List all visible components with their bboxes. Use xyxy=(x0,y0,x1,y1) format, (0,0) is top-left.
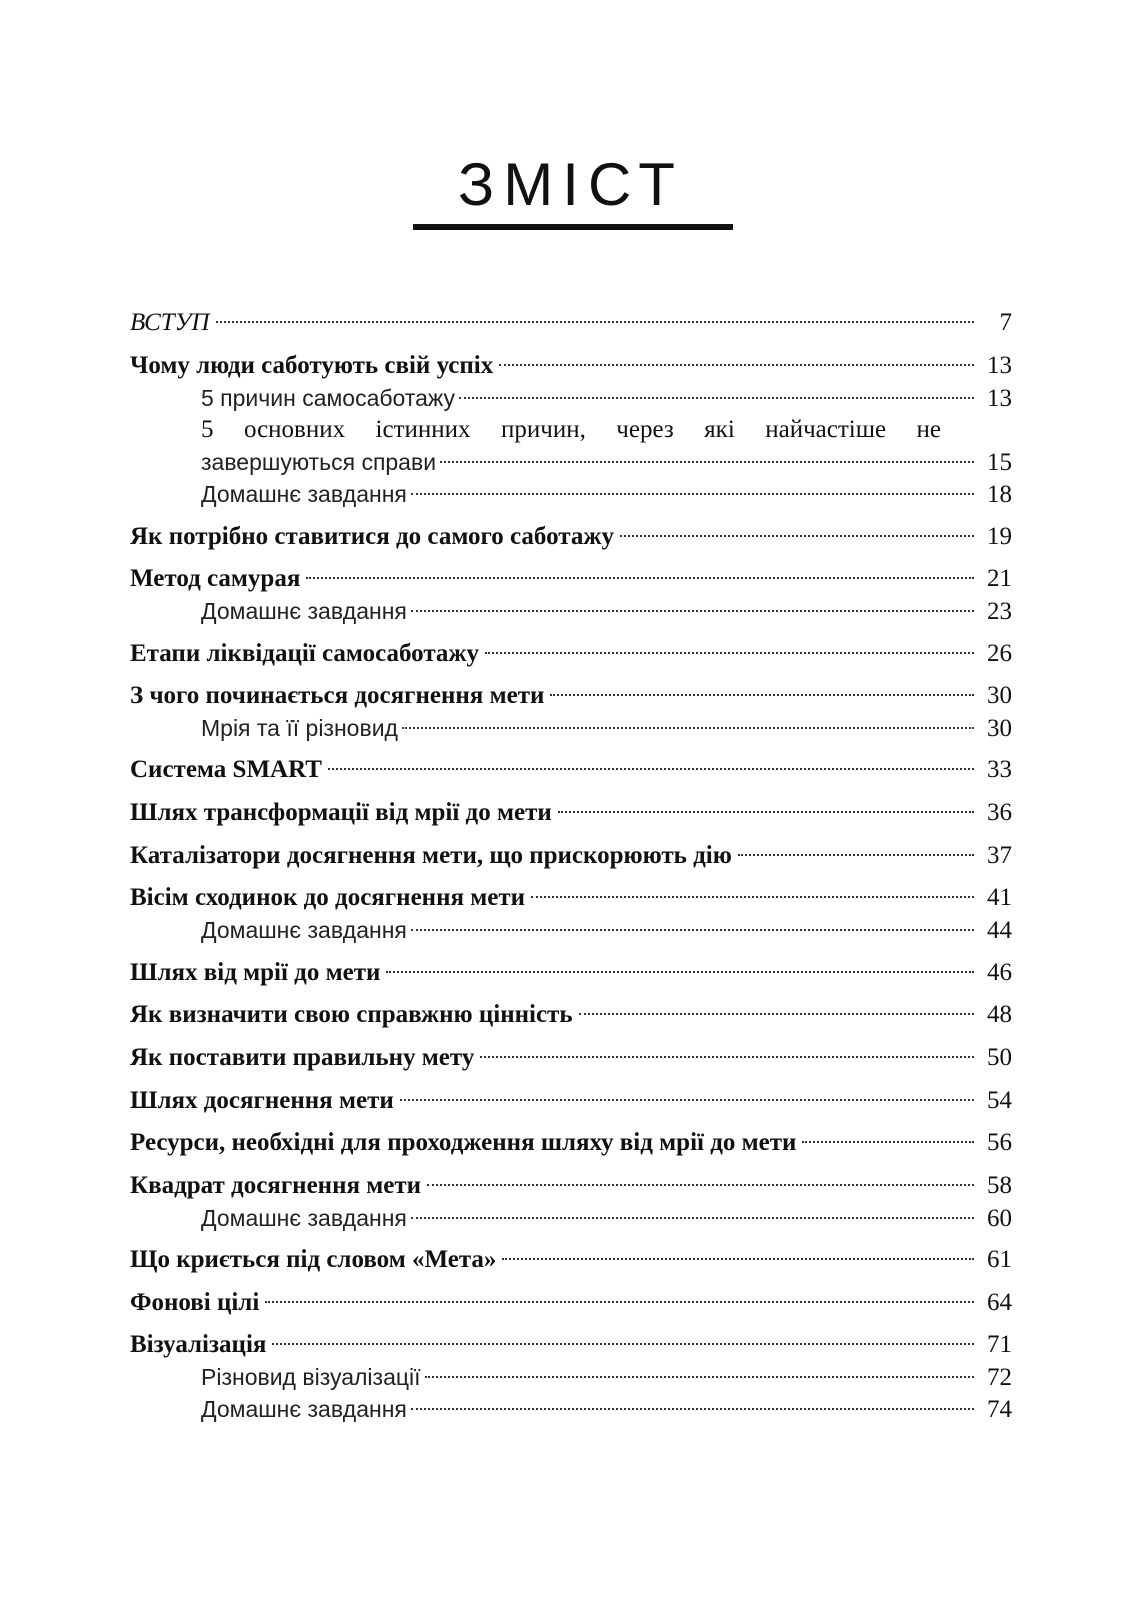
dot-leader xyxy=(738,854,974,856)
toc-entry-title: Шлях трансформації від мрії до мети xyxy=(130,799,552,826)
toc-chapter-entry[interactable] xyxy=(130,839,1012,873)
toc-page-number: 36 xyxy=(987,799,1012,826)
toc-entry-title: Як потрібно ставитися до самого саботажу xyxy=(130,523,614,550)
toc-entry-title: Система SMART xyxy=(130,756,322,783)
toc-chapter-entry[interactable] xyxy=(130,796,1012,830)
toc-page-number: 46 xyxy=(987,959,1012,986)
dot-leader xyxy=(411,493,974,495)
toc-entry-title: Шлях досягнення мети xyxy=(130,1087,394,1114)
toc-entry-title: ВСТУП xyxy=(130,309,210,336)
toc-page-number: 54 xyxy=(987,1087,1012,1114)
toc-page-number: 37 xyxy=(987,842,1012,869)
toc-entry-title: Домашнє завдання xyxy=(201,598,407,624)
dot-leader xyxy=(411,1217,974,1219)
toc-page-number: 30 xyxy=(987,682,1012,709)
toc-subsection-entry[interactable] xyxy=(201,445,1012,479)
toc-chapter-entry[interactable] xyxy=(130,520,1012,554)
toc-page-number: 60 xyxy=(987,1205,1012,1232)
toc-entry-title: Різновид візуалізації xyxy=(201,1364,421,1390)
toc-page-number: 15 xyxy=(987,449,1012,476)
toc-entry-title: Домашнє завдання xyxy=(201,1205,407,1231)
toc-chapter-entry[interactable] xyxy=(130,998,1012,1032)
toc-entry-title: Чому люди саботують свій успіх xyxy=(130,352,494,379)
toc-entry-title: Ресурси, необхідні для проходження шляху від мрії до мети xyxy=(130,1129,797,1156)
dot-leader xyxy=(328,768,974,770)
dot-leader xyxy=(272,1343,974,1345)
toc-chapter-entry[interactable] xyxy=(130,679,1012,713)
toc-entry-title: Як визначити свою справжню цінність xyxy=(130,1001,573,1028)
toc-subsection-entry[interactable] xyxy=(201,594,1012,628)
dot-leader xyxy=(306,577,974,579)
dot-leader xyxy=(427,1184,974,1186)
toc-page-number: 13 xyxy=(987,385,1012,412)
toc-page-number: 48 xyxy=(987,1001,1012,1028)
toc-entry-title: Як поставити правильну мету xyxy=(130,1044,475,1071)
toc-chapter-entry[interactable] xyxy=(130,1041,1012,1075)
toc-page-number: 21 xyxy=(987,565,1012,592)
dot-leader xyxy=(411,610,974,612)
toc-page-number: 13 xyxy=(987,352,1012,379)
toc-page-number: 19 xyxy=(987,523,1012,550)
toc-chapter-entry[interactable] xyxy=(130,881,1012,915)
dot-leader xyxy=(620,535,974,537)
dot-leader xyxy=(550,694,974,696)
toc-page-number: 64 xyxy=(987,1289,1012,1316)
toc-entry-title: З чого починається досягнення мети xyxy=(130,682,545,709)
toc-page-number: 18 xyxy=(987,481,1012,508)
toc-chapter-entry[interactable] xyxy=(130,956,1012,990)
toc-page-number: 71 xyxy=(987,1331,1012,1358)
toc-chapter-entry[interactable] xyxy=(130,637,1012,671)
toc-subsection-entry[interactable] xyxy=(201,913,1012,947)
dot-leader xyxy=(802,1141,974,1143)
toc-subsection-entry[interactable] xyxy=(201,1360,1012,1394)
toc-entry-title: 5 причин самосаботажу xyxy=(201,385,456,411)
toc-page-number: 72 xyxy=(987,1364,1012,1391)
toc-chapter-entry[interactable] xyxy=(130,1126,1012,1160)
dot-leader xyxy=(480,1056,974,1058)
dot-leader xyxy=(425,1376,974,1378)
toc-chapter-entry[interactable] xyxy=(130,1328,1012,1362)
toc-entry-title: завершуються справи xyxy=(201,449,437,475)
dot-leader xyxy=(440,461,974,463)
dot-leader xyxy=(402,727,974,729)
toc-page-number: 30 xyxy=(987,715,1012,742)
dot-leader xyxy=(459,397,974,399)
toc-subsection-entry[interactable] xyxy=(201,1392,1012,1426)
title-underline xyxy=(413,224,733,230)
toc-entry-title: Домашнє завдання xyxy=(201,481,407,507)
dot-leader xyxy=(485,652,974,654)
toc-entry-title: Що криється під словом «Мета» xyxy=(130,1246,497,1273)
toc-entry-title: Вісім сходинок до досягнення мети xyxy=(130,884,526,911)
dot-leader xyxy=(400,1099,974,1101)
toc-chapter-entry[interactable] xyxy=(130,1169,1012,1203)
toc-subsection-entry[interactable] xyxy=(201,1201,1012,1235)
toc-page-number: 7 xyxy=(999,309,1012,336)
toc-subsection-entry[interactable] xyxy=(201,711,1012,745)
toc-entry-title: Метод самурая xyxy=(130,565,301,592)
toc-page-number: 41 xyxy=(987,884,1012,911)
toc-chapter-entry[interactable] xyxy=(130,349,1012,383)
dot-leader xyxy=(579,1013,974,1015)
toc-page-number: 33 xyxy=(987,756,1012,783)
dot-leader xyxy=(411,929,974,931)
toc-page-number: 56 xyxy=(987,1129,1012,1156)
dot-leader xyxy=(216,321,974,323)
toc-subsection-entry[interactable] xyxy=(201,477,1012,511)
toc-entry-title: Візуалізація xyxy=(130,1331,267,1358)
toc-entry-title: Домашнє завдання xyxy=(201,917,407,943)
toc-entry-title: Шлях від мрії до мети xyxy=(130,959,381,986)
dot-leader xyxy=(411,1408,974,1410)
toc-entry-title: Домашнє завдання xyxy=(201,1396,407,1422)
dot-leader xyxy=(386,971,974,973)
toc-page-number: 23 xyxy=(987,598,1012,625)
toc-page-number: 61 xyxy=(987,1246,1012,1273)
toc-page-number: 50 xyxy=(987,1044,1012,1071)
toc-entry-title: Квадрат досягнення мети xyxy=(130,1172,422,1199)
toc-entry-title: Етапи ліквідації самосаботажу xyxy=(130,640,480,667)
toc-entry-title: Фонові цілі xyxy=(130,1289,260,1316)
toc-chapter-entry[interactable] xyxy=(130,1286,1012,1320)
toc-entry-title: Мрія та її різновид xyxy=(201,715,398,741)
dot-leader xyxy=(502,1258,974,1260)
toc-subsection-entry[interactable] xyxy=(201,381,1012,415)
toc-page-number: 74 xyxy=(987,1396,1012,1423)
dot-leader xyxy=(265,1301,974,1303)
toc-page-number: 26 xyxy=(987,640,1012,667)
toc-entry-text-line1: 5 основних істинних причин, через які найчастіше не xyxy=(201,416,941,443)
toc-chapter-entry[interactable] xyxy=(130,1243,1012,1277)
toc-page-number: 44 xyxy=(987,917,1012,944)
dot-leader xyxy=(531,896,974,898)
page-title: ЗМІСТ xyxy=(458,151,684,218)
toc-chapter-entry[interactable] xyxy=(130,1084,1012,1118)
toc-chapter-entry[interactable] xyxy=(130,562,1012,596)
toc-page-number: 58 xyxy=(987,1172,1012,1199)
toc-chapter-entry[interactable] xyxy=(130,753,1012,787)
toc-entry-title: Каталізатори досягнення мети, що прискорюють дію xyxy=(130,842,732,869)
dot-leader xyxy=(558,811,974,813)
toc-intro-entry[interactable] xyxy=(130,306,1012,340)
dot-leader xyxy=(499,364,974,366)
